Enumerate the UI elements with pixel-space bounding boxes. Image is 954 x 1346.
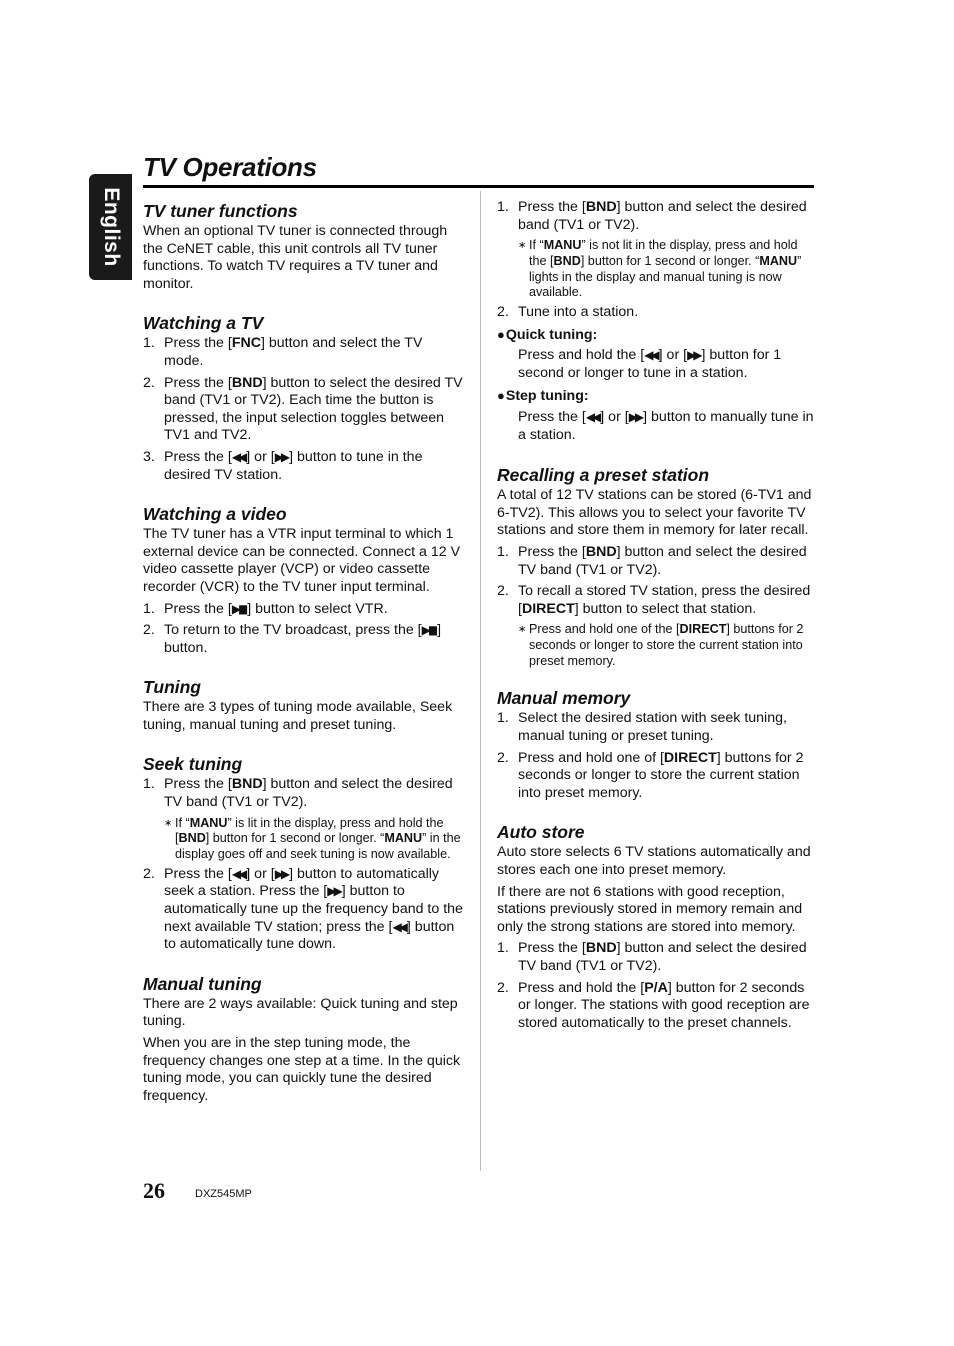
seek-up-icon: ▶▶: [274, 449, 288, 464]
step-number: 2.: [497, 583, 509, 600]
bnd-key-label: BND: [585, 940, 617, 957]
section-tuning: [143, 676, 463, 734]
pa-key-label: P/A: [644, 979, 668, 996]
seek-up-icon: ▶▶: [687, 348, 700, 363]
seek-up-icon: ▶▶: [628, 409, 642, 424]
section-seek-tuning: [143, 753, 463, 953]
step-number: 1.: [497, 199, 509, 215]
section-heading: Watching a video: [143, 504, 287, 525]
right-column: [497, 199, 815, 1036]
section-watching-video: [143, 503, 463, 657]
step-number: 2.: [497, 304, 509, 320]
step-item: 2. Tune into a station.: [497, 304, 639, 320]
step-item: 2. To recall a stored TV station, press the desired [DIRECT] button to select that station.: [497, 583, 811, 617]
play-pause-icon: ▶▮▮: [231, 601, 246, 616]
bnd-key-label: BND: [231, 374, 263, 391]
section-heading: Manual memory: [497, 688, 631, 709]
paragraph: There are 3 types of tuning mode available, Seek tuning, manual tuning and preset tuning.: [143, 699, 453, 733]
language-tab: [89, 174, 132, 280]
asterisk-icon: ∗: [518, 240, 527, 252]
step-number: 1.: [497, 940, 509, 957]
direct-key-label: DIRECT: [663, 749, 717, 766]
step-number: 1.: [497, 710, 509, 727]
step-item: 1. Select the desired station with seek tuning, manual tuning or preset tuning.: [497, 710, 787, 745]
page-number: 26: [143, 1178, 165, 1203]
fnc-key-label: FNC: [231, 335, 261, 352]
direct-key-label: DIRECT: [521, 600, 575, 617]
section-heading: Tuning: [143, 677, 201, 698]
note-item: ∗ If “MANU” is lit in the display, press and hold the [BND] button for 1 second or longer. “MANU” in the display goes off and seek tuning is now available.: [164, 815, 461, 862]
paragraph: When you are in the step tuning mode, the frequency changes one step at a time. In the quick tuning mode, you can quickly tune the desired frequency.: [143, 1034, 461, 1104]
step-tuning-heading: ●Step tuning:: [497, 388, 589, 405]
section-manual-memory: [497, 687, 815, 802]
step-item: 1. Press the [BND] button and select the desired TV band (TV1 or TV2).: [143, 776, 453, 811]
section-manual-tuning: [143, 973, 463, 1106]
language-tab-label: English: [99, 187, 123, 267]
step-item: 1. Press the [FNC] button and select the TV mode.: [143, 335, 423, 369]
asterisk-icon: ∗: [518, 624, 527, 636]
step-number: 2.: [143, 865, 155, 882]
step-item: 2. Press the [◀◀ ] or [▶▶ ] button to automatically seek a station. Press the [▶▶ ] button to automatically tune up the frequency band to the next available TV station; press the [◀◀ ] button to automatically tune down.: [143, 865, 463, 953]
title-rule: [143, 185, 814, 188]
asterisk-icon: ∗: [164, 817, 173, 829]
step-tuning-text: Press the [◀◀ ] or [▶▶ ] button to manually tune in a station.: [518, 408, 814, 443]
bullet-icon: ●: [497, 326, 505, 342]
step-item: 2. Press and hold one of [DIRECT] buttons for 2 seconds or longer to store the current station into preset memory.: [497, 749, 804, 801]
step-item: 1. Press the [BND] button and select the desired TV band (TV1 or TV2).: [497, 940, 807, 974]
bnd-key-label: BND: [231, 776, 263, 793]
quick-tuning-heading: ●Quick tuning:: [497, 326, 598, 343]
seek-down-icon: ◀◀: [231, 866, 245, 881]
paragraph: There are 2 ways available: Quick tuning and step tuning.: [143, 995, 458, 1030]
paragraph: A total of 12 TV stations can be stored (6-TV1 and 6-TV2). This allows you to select your favorite TV stations and store them in memory for later recall.: [497, 487, 812, 539]
step-number: 2.: [497, 749, 509, 766]
section-heading: Auto store: [497, 822, 585, 843]
section-heading: TV tuner functions: [143, 201, 298, 221]
step-number: 2.: [143, 622, 155, 639]
step-item: 2. Press the [BND] button to select the desired TV band (TV1 or TV2). Each time the button is pressed, the input selection toggles between TV1 and TV2.: [143, 374, 463, 444]
seek-down-icon: ◀◀: [585, 409, 599, 424]
step-number: 1.: [143, 776, 155, 793]
section-heading: Watching a TV: [143, 313, 264, 334]
bnd-key-label: BND: [585, 199, 617, 215]
step-number: 1.: [143, 335, 155, 352]
column-divider: [480, 191, 481, 1171]
section-tv-tuner-functions: [143, 200, 463, 293]
seek-down-icon: ◀◀: [231, 449, 245, 464]
bnd-key-label: BND: [585, 543, 617, 560]
note-item: ∗ If “MANU” is not lit in the display, press and hold the [BND] button for 1 second or longer. “MANU” lights in the display and manual tuning is now available.: [518, 238, 802, 300]
step-item: 1. Press the [▶▮▮ ] button to select VTR.: [143, 600, 388, 617]
section-heading: Recalling a preset station: [497, 465, 710, 486]
page-title: TV Operations: [143, 152, 317, 182]
section-heading: Manual tuning: [143, 973, 262, 994]
step-number: 2.: [497, 979, 509, 996]
step-number: 3.: [143, 448, 155, 465]
step-item: 1. Press the [BND] button and select the desired TV band (TV1 or TV2).: [497, 543, 807, 578]
section-heading: Seek tuning: [143, 754, 243, 775]
step-number: 1.: [143, 600, 155, 617]
quick-tuning-text: Press and hold the [◀◀ ] or [▶▶ ] button for 1 second or longer to tune in a station.: [518, 347, 782, 381]
paragraph: If there are not 6 stations with good reception, stations previously stored in memory remain and only the strong stations are stored into memory.: [497, 883, 803, 935]
model-number: DXZ545MP: [195, 1188, 252, 1200]
play-pause-icon: ▶▮▮: [421, 623, 436, 638]
bullet-icon: ●: [497, 388, 505, 404]
section-watching-tv: [143, 312, 463, 484]
paragraph: When an optional TV tuner is connected through the CeNET cable, this unit controls all TV tuner functions. To watch TV requires a TV tuner and monitor.: [143, 223, 448, 292]
section-auto-store: [497, 821, 815, 1032]
seek-down-icon: ◀◀: [392, 919, 405, 934]
seek-down-icon: ◀◀: [644, 348, 657, 363]
seek-up-icon: ▶▶: [274, 866, 288, 881]
step-item: 2. Press and hold the [P/A] button for 2 seconds or longer. The stations with good reception are stored automatically to the preset channels.: [497, 979, 810, 1031]
seek-up-icon: ▶▶: [327, 884, 340, 899]
step-item: 1. Press the [BND] button and select the desired band (TV1 or TV2).: [497, 199, 807, 233]
section-manual-tuning-continued: [497, 199, 815, 444]
left-column: [143, 200, 463, 1109]
step-number: 2.: [143, 374, 155, 391]
paragraph: The TV tuner has a VTR input terminal to which 1 external device can be connected. Connect a 12 V video cassette player (VCP) or video cassette recorder (VCR) to the TV tuner input terminal.: [143, 526, 461, 595]
step-item: 2. To return to the TV broadcast, press the [▶▮▮ ] button.: [143, 622, 442, 656]
paragraph: Auto store selects 6 TV stations automatically and stores each one into preset memory.: [497, 844, 811, 878]
section-recalling-preset: [497, 464, 815, 669]
step-item: 3. Press the [◀◀ ] or [▶▶ ] button to tune in the desired TV station.: [143, 448, 423, 483]
step-number: 1.: [497, 543, 509, 560]
note-item: ∗ Press and hold one of the [DIRECT] buttons for 2 seconds or longer to store the current station into preset memory.: [518, 622, 804, 668]
